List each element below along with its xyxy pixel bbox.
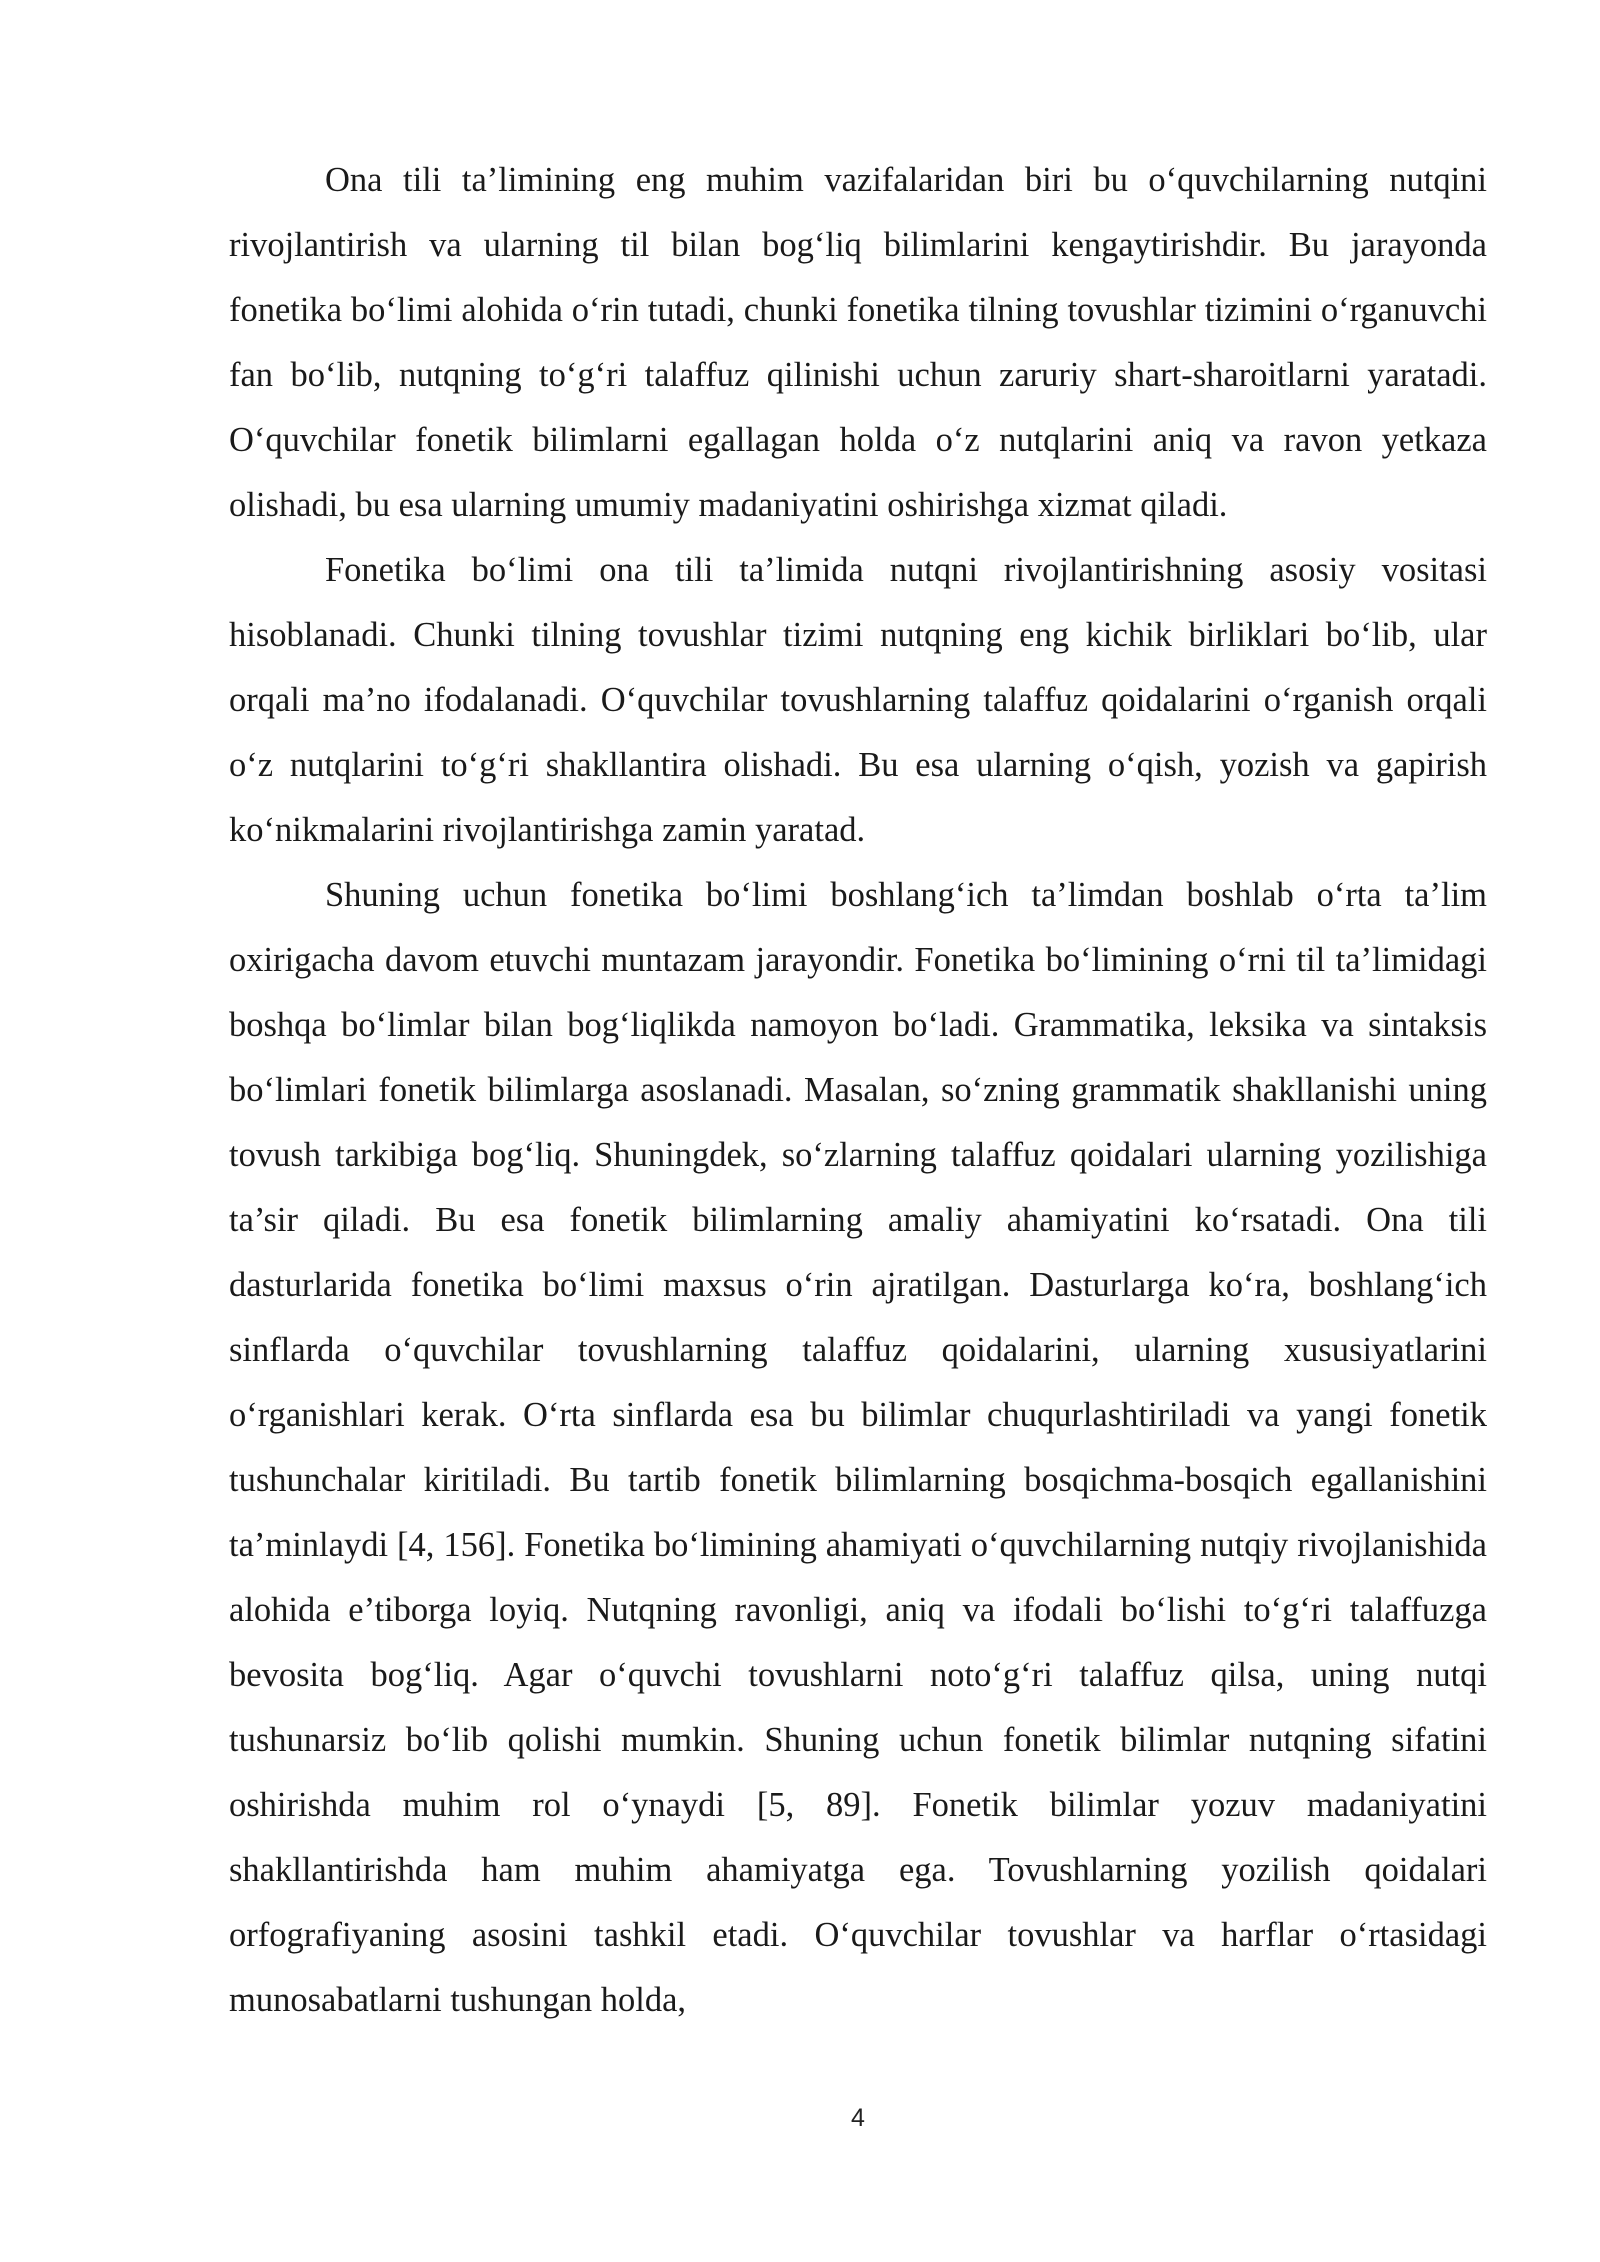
body-text — [229, 148, 1487, 2033]
paragraph-3: Shuning uchun fonetika bo‘limi boshlang‘ich ta’limdan boshlab o‘rta ta’lim oxirigacha davom etuvchi muntazam jarayondir. Fonetika bo‘limining o‘rni til ta’limidagi boshqa bo‘limlar bilan bog‘liqlikda namoyon bo‘ladi. Grammatika, leksika va sintaksis bo‘limlari fonetik bilimlarga asoslanadi. Masalan, so‘zning grammatik shakllanishi uning tovush tarkibiga bog‘liq. Shuningdek, so‘zlarning talaffuz qoidalari ularning yozilishiga ta’sir qiladi. Bu esa fonetik bilimlarning amaliy ahamiyatini ko‘rsatadi. Ona tili dasturlarida fonetika bo‘limi maxsus o‘rin ajratilgan. Dasturlarga ko‘ra, boshlang‘ich sinflarda o‘quvchilar tovushlarning talaffuz qoidalarini, ularning xususiyatlarini o‘rganishlari kerak. O‘rta sinflarda esa bu bilimlar chuqurlashtiriladi va yangi fonetik tushunchalar kiritiladi. Bu tartib fonetik bilimlarning bosqichma-bosqich egallanishini ta’minlaydi [4, 156]. Fonetika bo‘limining ahamiyati o‘quvchilarning nutqiy rivojlanishida alohida e’tiborga loyiq. Nutqning ravonligi, aniq va ifodali bo‘lishi to‘g‘ri talaffuzga bevosita bog‘liq. Agar o‘quvchi tovushlarni noto‘g‘ri talaffuz qilsa, uning nutqi tushunarsiz bo‘lib qolishi mumkin. Shuning uchun fonetik bilimlar nutqning sifatini oshirishda muhim rol o‘ynaydi [5, 89]. Fonetik bilimlar yozuv madaniyatini shakllantirishda ham muhim ahamiyatga ega. Tovushlarning yozilish qoidalari orfografiyaning asosini tashkil etadi. O‘quvchilar tovushlar va harflar o‘rtasidagi munosabatlarni tushungan holda, — [229, 876, 1487, 2019]
page-number: 4 — [851, 2104, 865, 2132]
paragraph-2: Fonetika bo‘limi ona tili ta’limida nutqni rivojlantirishning asosiy vositasi hisoblanadi. Chunki tilning tovushlar tizimi nutqning eng kichik birliklari bo‘lib, ular orqali ma’no ifodalanadi. O‘quvchilar tovushlarning talaffuz qoidalarini o‘rganish orqali o‘z nutqlarini to‘g‘ri shakllantira olishadi. Bu esa ularning o‘qish, yozish va gapirish ko‘nikmalarini rivojlantirishga zamin yaratad. — [229, 551, 1487, 849]
paragraph-1: Ona tili ta’limining eng muhim vazifalaridan biri bu o‘quvchilarning nutqini rivojlantirish va ularning til bilan bog‘liq bilimlarini kengaytirishdir. Bu jarayonda fonetika bo‘limi alohida o‘rin tutadi, chunki fonetika tilning tovushlar tizimini o‘rganuvchi fan bo‘lib, nutqning to‘g‘ri talaffuz qilinishi uchun zaruriy shart-sharoitlarni yaratadi. O‘quvchilar fonetik bilimlarni egallagan holda o‘z nutqlarini aniq va ravon yetkaza olishadi, bu esa ularning umumiy madaniyatini oshirishga xizmat qiladi. — [229, 161, 1487, 524]
